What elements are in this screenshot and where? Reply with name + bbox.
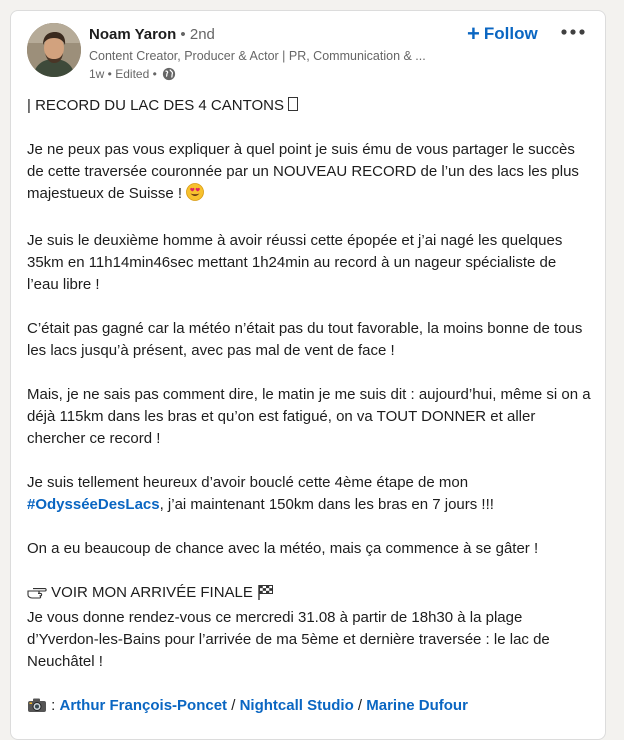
paragraph-5-end: , j’ai maintenant 150km dans les bras en 7 jours !!! (159, 496, 494, 513)
credit-prefix: : (47, 697, 60, 714)
credit-link-1[interactable]: Arthur François-Poncet (59, 697, 228, 714)
camera-icon (27, 697, 47, 720)
final-arrival-heading: VOIR MON ARRIVÉE FINALE (51, 584, 253, 601)
avatar[interactable] (27, 23, 81, 77)
edited-label: Edited (115, 67, 150, 81)
paragraph-7 (27, 582, 591, 673)
author-headline: Content Creator, Producer & Actor | PR, Communication & ... (89, 49, 426, 63)
post-title (27, 95, 591, 117)
credit-link-2[interactable]: Nightcall Studio (239, 697, 354, 714)
paragraph-1-text: Je ne peux pas vous expliquer à quel point je suis ému de vous partager le succès de cette traversée couronnée par un NOUVEAU RECORD de l’un des lacs les plus majestueux de Suisse ! (27, 141, 579, 202)
post-meta (89, 66, 426, 85)
paragraph-6: On a eu beaucoup de chance avec la météo, mais ça commence à se gâter ! (27, 540, 539, 557)
more-icon (558, 19, 588, 45)
name-separator: • (176, 26, 190, 43)
paragraph-2: Je suis le deuxième homme à avoir réussi cette épopée et j’ai nagé les quelques 35km en 11h14min46sec mettant 1h24min au record à un nageur spécialiste de l’eau libre ! (27, 232, 563, 293)
meta-separator-2: • (149, 67, 161, 81)
credit-link-3[interactable]: Marine Dufour (366, 697, 468, 714)
post-header (11, 11, 605, 91)
photo-credits (27, 695, 591, 720)
author-info (89, 25, 426, 85)
heart-eyes-emoji-icon (186, 183, 204, 208)
globe-icon (162, 67, 176, 85)
checkered-flag-icon (257, 584, 275, 607)
hashtag-link[interactable]: #OdysséeDesLacs (27, 496, 160, 513)
paragraph-5-start: Je suis tellement heureux d’avoir bouclé cette 4ème étape de mon (27, 474, 469, 491)
author-name[interactable]: Noam Yaron (89, 26, 177, 43)
post-card (10, 10, 606, 740)
final-arrival-text: Je vous donne rendez-vous ce mercredi 31.08 à partir de 18h30 à la plage d’Yverdon-les-Bains pour l’arrivée de ma 5ème et dernière traversée : le lac de Neuchâtel ! (27, 609, 550, 670)
follow-button[interactable] (467, 23, 538, 45)
plus-icon: + (467, 21, 480, 46)
connection-degree: 2nd (189, 26, 215, 43)
meta-separator: • (104, 67, 116, 81)
follow-label: Follow (483, 24, 538, 43)
paragraph-5 (27, 472, 591, 516)
more-options-button[interactable] (558, 19, 588, 45)
credit-separator-2: / (353, 697, 367, 714)
credit-separator-1: / (227, 697, 240, 714)
paragraph-3: C’était pas gagné car la météo n’était pas du tout favorable, la moins bonne de tous les lacs jusqu’à présent, avec pas mal de vent de face ! (27, 320, 583, 359)
author-name-line (89, 25, 426, 45)
missing-glyph-icon (288, 97, 298, 111)
post-time: 1w (89, 67, 105, 81)
avatar-photo (27, 23, 81, 77)
pointing-hand-icon (27, 584, 47, 607)
post-body (27, 95, 591, 720)
post-title-text: | RECORD DU LAC DES 4 CANTONS (27, 97, 284, 114)
paragraph-4: Mais, je ne sais pas comment dire, le matin je me suis dit : aujourd’hui, même si on a déjà 115km dans les bras et qu’on est fatigué, on va TOUT DONNER et aller chercher ce record ! (27, 386, 591, 447)
paragraph-1 (27, 139, 591, 208)
